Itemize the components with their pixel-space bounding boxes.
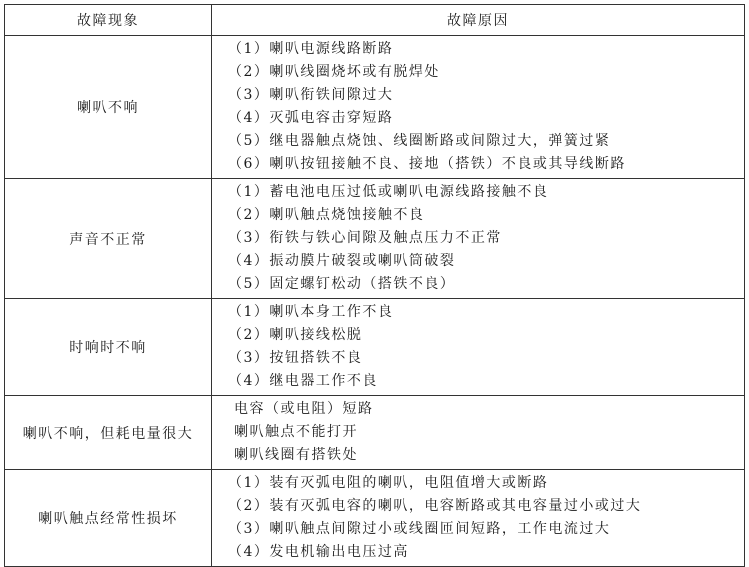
header-phenomenon: 故障现象 (5, 5, 212, 36)
cause-line: （6）喇叭按钮接触不良、接地（搭铁）不良或其导线断路 (228, 156, 626, 172)
phenomenon-cell: 喇叭不响 (5, 36, 212, 179)
table-row (5, 36, 745, 179)
cause-line: （3）衔铁与铁心间隙及触点压力不正常 (228, 230, 502, 246)
cause-line: 电容（或电阻）短路 (234, 401, 374, 417)
cause-line: （3）喇叭触点间隙过小或线圈匝间短路，工作电流过大 (228, 521, 611, 537)
phenomenon-cell: 喇叭不响，但耗电量很大 (5, 396, 212, 470)
cause-line: （2）喇叭触点烧蚀接触不良 (228, 207, 425, 223)
header-row (5, 5, 745, 36)
cause-line: 喇叭线圈有搭铁处 (234, 447, 358, 463)
cause-line: （1）蓄电池电压过低或喇叭电源线路接触不良 (228, 184, 549, 200)
table-row (5, 299, 745, 396)
causes-cell (212, 396, 745, 470)
cause-line: （5）继电器触点烧蚀、线圈断路或间隙过大，弹簧过紧 (228, 133, 611, 149)
cause-line: （5）固定螺钉松动（搭铁不良） (228, 276, 456, 292)
causes-cell (212, 179, 745, 299)
table-body (5, 36, 745, 567)
cause-line: （1）喇叭本身工作不良 (228, 304, 394, 320)
cause-line: （1）装有灭弧电阻的喇叭，电阻值增大或断路 (228, 475, 549, 491)
fault-table (4, 4, 745, 567)
cause-line: （4）发电机输出电压过高 (228, 544, 409, 560)
cause-line: （3）喇叭衔铁间隙过大 (228, 87, 394, 103)
header-cause: 故障原因 (212, 5, 745, 36)
cause-line: （2）喇叭线圈烧坏或有脱焊处 (228, 64, 440, 80)
cause-line: （3）按钮搭铁不良 (228, 350, 363, 366)
cause-line: （4）灭弧电容击穿短路 (228, 110, 394, 126)
cause-line: （2）装有灭弧电容的喇叭，电容断路或其电容量过小或过大 (228, 498, 642, 514)
cause-line: （2）喇叭接线松脱 (228, 327, 363, 343)
causes-cell (212, 36, 745, 179)
causes-cell (212, 299, 745, 396)
cause-line: （4）继电器工作不良 (228, 373, 378, 389)
phenomenon-cell: 喇叭触点经常性损坏 (5, 470, 212, 567)
cause-line: （1）喇叭电源线路断路 (228, 41, 394, 57)
table-row (5, 179, 745, 299)
table-row (5, 396, 745, 470)
phenomenon-cell: 声音不正常 (5, 179, 212, 299)
phenomenon-cell: 时响时不响 (5, 299, 212, 396)
table-header (5, 5, 745, 36)
cause-line: 喇叭触点不能打开 (234, 424, 358, 440)
cause-line: （4）振动膜片破裂或喇叭筒破裂 (228, 253, 456, 269)
